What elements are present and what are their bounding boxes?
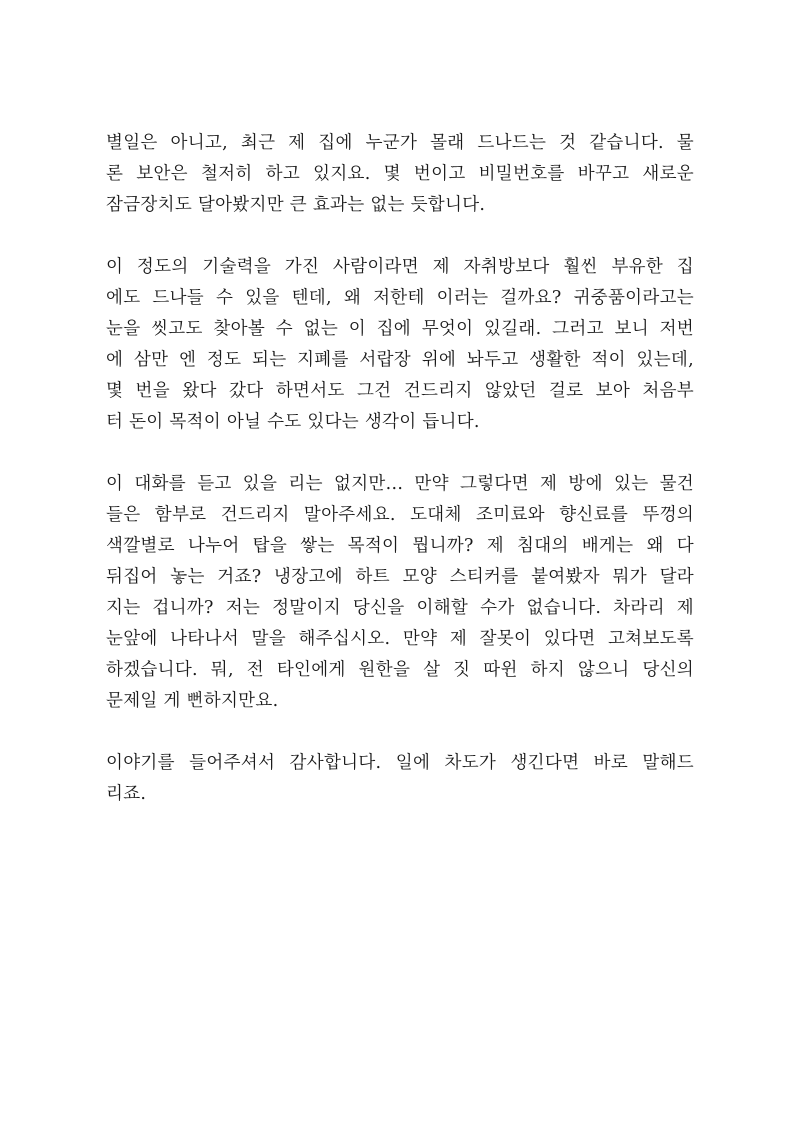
- paragraph-4: [106, 748, 694, 810]
- text-line: 이야기를 들어주셔서 감사합니다. 일에 차도가 생긴다면 바로 말해드: [106, 753, 694, 773]
- text-line: 눈앞에 나타나서 말을 해주십시오. 만약 제 잘못이 있다면 고쳐보도록: [106, 629, 694, 649]
- text-line: 터 돈이 목적이 아닐 수도 있다는 생각이 듭니다.: [106, 412, 480, 432]
- text-line: 이 정도의 기술력을 가진 사람이라면 제 자취방보다 훨씬 부유한 집: [106, 257, 694, 277]
- text-line: 론 보안은 철저히 하고 있지요. 몇 번이고 비밀번호를 바꾸고 새로운: [106, 164, 694, 184]
- text-line: 에도 드나들 수 있을 텐데, 왜 저한테 이러는 걸까요? 귀중품이라고는: [106, 288, 694, 308]
- text-line: 눈을 씻고도 찾아볼 수 없는 이 집에 무엇이 있길래. 그러고 보니 저번: [106, 319, 694, 339]
- text-line: 에 삼만 엔 정도 되는 지폐를 서랍장 위에 놔두고 생활한 적이 있는데,: [106, 350, 694, 370]
- text-line: 하겠습니다. 뭐, 전 타인에게 원한을 살 짓 따윈 하지 않으니 당신의: [106, 660, 694, 680]
- text-line: 뒤집어 놓는 거죠? 냉장고에 하트 모양 스티커를 붙여봤자 뭐가 달라: [106, 567, 694, 587]
- paragraph-1: [106, 128, 694, 221]
- text-line: 리죠.: [106, 784, 147, 804]
- text-line: 몇 번을 왔다 갔다 하면서도 그건 건드리지 않았던 걸로 보아 처음부: [106, 381, 694, 401]
- document-body: [106, 128, 694, 841]
- text-line: 이 대화를 듣고 있을 리는 없지만... 만약 그렇다면 제 방에 있는 물건: [106, 474, 694, 494]
- text-line: 들은 함부로 건드리지 말아주세요. 도대체 조미료와 향신료를 뚜껑의: [106, 505, 694, 525]
- text-line: 색깔별로 나누어 탑을 쌓는 목적이 뭡니까? 제 침대의 배게는 왜 다: [106, 536, 694, 556]
- paragraph-2: [106, 252, 694, 438]
- paragraph-3: [106, 469, 694, 717]
- text-line: 별일은 아니고, 최근 제 집에 누군가 몰래 드나드는 것 같습니다. 물: [106, 133, 694, 153]
- text-line: 문제일 게 뻔하지만요.: [106, 691, 279, 711]
- text-line: 지는 겁니까? 저는 정말이지 당신을 이해할 수가 없습니다. 차라리 제: [106, 598, 694, 618]
- text-line: 잠금장치도 달아봤지만 큰 효과는 없는 듯합니다.: [106, 195, 486, 215]
